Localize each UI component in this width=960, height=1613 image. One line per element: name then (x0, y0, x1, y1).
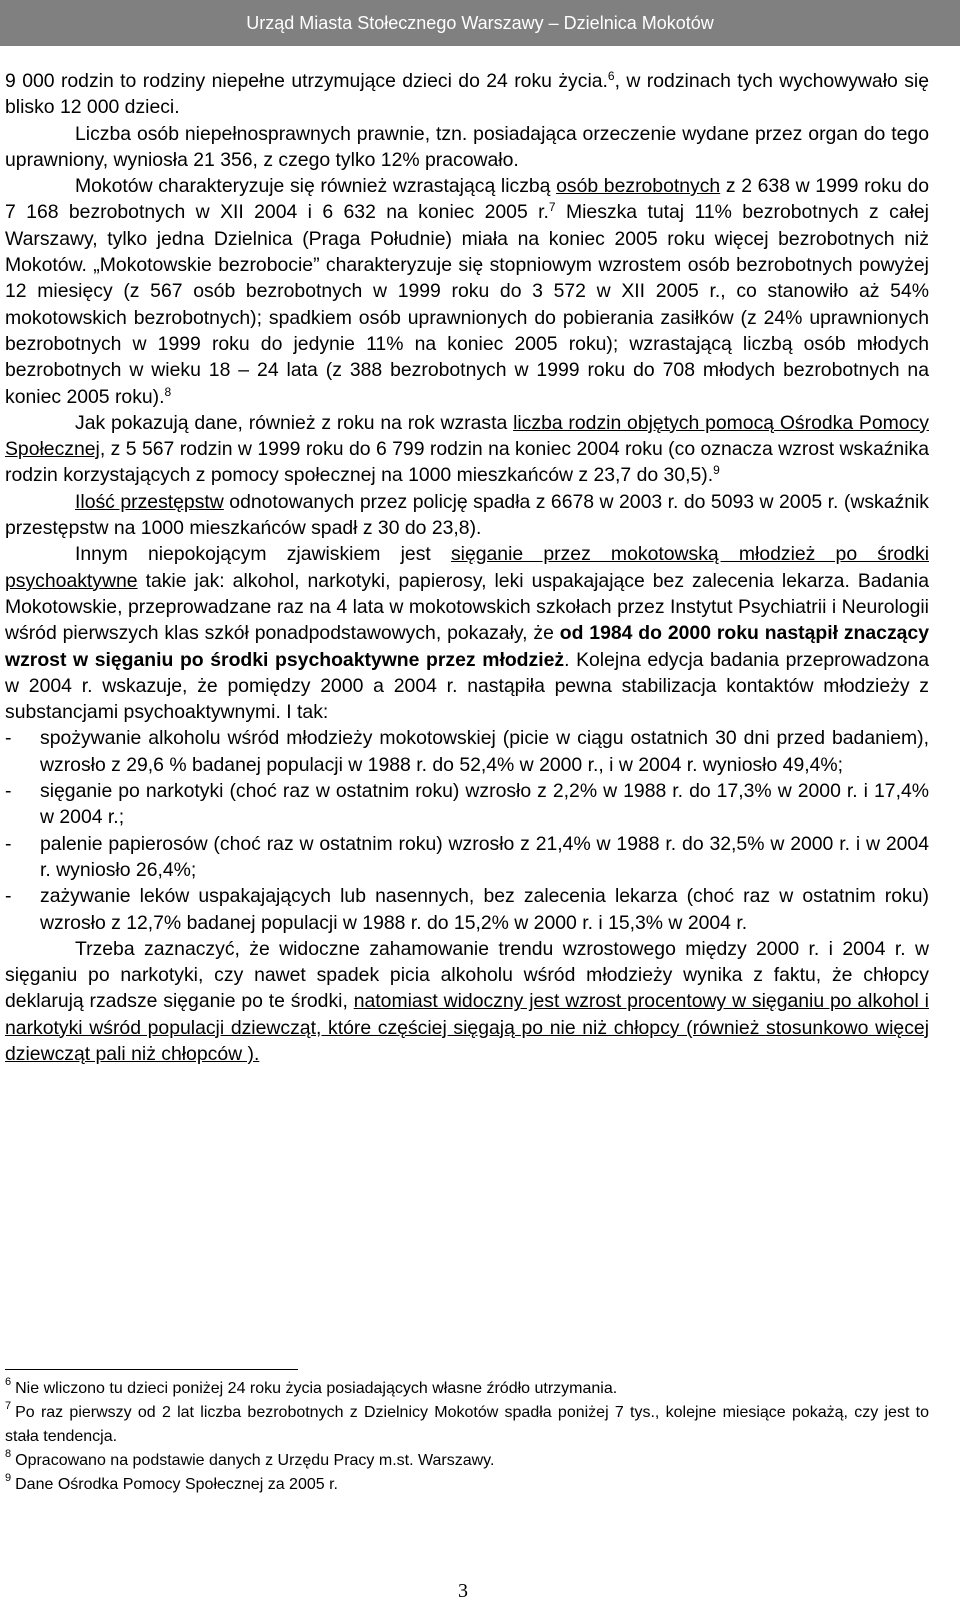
footnote-ref-8[interactable]: 8 (164, 384, 172, 399)
main-text (5, 68, 929, 1067)
footnote-ref-6[interactable]: 6 (607, 69, 615, 83)
footnote-8: $^8$ Opracowano na podstawie danych z Urzędu Pracy m.st. Warszawy. (5, 1448, 495, 1469)
list-item: - zażywanie leków uspakajających lub nasennych, bez zalecenia lekarza (choć raz w ostatnim roku) wzrosło z 12,7% badanej populacji w 1988 r. do 15,2% w 2000 r. i 15,3% w 2004 r. (5, 885, 929, 934)
paragraph-social-assistance: Jak pokazują dane, również z roku na rok wzrasta liczba rodzin objętych pomocą Ośrodka Pomocy Społecznej, z 5 567 rodzin w 1999 roku do 6 799 rodzin na koniec 2004 roku (co oznacza wzrost wskaźnika rodzin korzystających z pomocy społecznej na 1000 mieszkańców z 23,7 do 30,5).$^9$ (5, 411, 929, 487)
page-number: 3 (458, 1580, 468, 1602)
footnote-ref-7[interactable]: 7 (548, 200, 556, 215)
paragraph-disabled: Liczba osób niepełnosprawnych prawnie, tzn. posiadająca orzeczenie wydane przez organ do tego uprawniony, wyniosła 21 356, z czego tylko 12% pracowało. (5, 122, 929, 171)
list-item: - spożywanie alkoholu wśród młodzieży mokotowskiej (picie w ciągu ostatnich 30 dni przed badaniem), wzrosło z 29,6 % badanej populacji w 1988 r. do 52,4% w 2000 r., i w 2004 r. wyniosło 49,4%; (5, 727, 929, 776)
paragraph-psychoactive: Innym niepokojącym zjawiskiem jest sięganie przez mokotowską młodzież po środki psychoaktywne takie jak: alkohol, narkotyki, papierosy, leki uspakajające bez zalecenia lekarza. Badania Mokotowskie, przeprowadzane raz na 4 lata w mokotowskich szkołach przez Instytut Psychiatrii i Neurologii wśród pierwszych klas szkół ponadpodstawowych, pokazały, że od 1984 do 2000 roku nastąpił znaczący wzrost w sięganiu po środki psychoaktywne przez młodzież. Kolejna edycja badania przeprowadzona w 2004 r. wskazuje, że pomiędzy 2000 a 2004 r. nastąpiła pewna stabilizacja kontaktów młodzieży z substancjami psychoaktywnymi. I tak: (5, 543, 930, 724)
list-item: - sięganie po narkotyki (choć raz w ostatnim roku) wzrosło z 2,2% w 1988 r. do 17,3% w 2000 r. i 17,4% w 2004 r.; (5, 780, 929, 829)
paragraph-crime: Ilość przestępstw odnotowanych przez policję spadła z 6678 w 2003 r. do 5093 w 2005 r. (wskaźnik przestępstw na 1000 mieszkańców spadł z 30 do 23,8). (5, 490, 929, 540)
paragraph-single-parent-families: 9 000 rodzin to rodziny niepełne utrzymujące dzieci do 24 roku życia.$^6$, w rodzinach tych wychowywało się blisko 12 000 dzieci. (5, 69, 929, 119)
list-item: - palenie papierosów (choć raz w ostatnim roku) wzrosło z 21,4% w 1988 r. do 32,5% w 2000 r. i w 2004 r. wyniosło 26,4%; (5, 832, 929, 881)
footnotes (5, 1377, 929, 1497)
paragraph-trend: Trzeba zaznaczyć, że widoczne zahamowanie trendu wzrostowego między 2000 r. i 2004 r. w sięganiu po narkotyki, czy nawet spadek picia alkoholu wśród młodzieży wynika z faktu, że chłopcy deklarują rzadsze sięganie po te środki, natomiast widoczny jest wzrost procentowy w sięganiu po alkohol i narkotyki wśród populacji dziewcząt, które częściej sięgają po nie niż chłopcy (również stosunkowo więcej dziewcząt pali niż chłopców ). (5, 937, 929, 1065)
footnote-ref-9[interactable]: 9 (713, 463, 720, 478)
page-header (0, 0, 960, 46)
footnote-6: $^6$ Nie wliczono tu dzieci poniżej 24 roku życia posiadających własne źródło utrzymania. (5, 1376, 618, 1397)
footnote-7: $^7$ Po raz pierwszy od 2 lat liczba bezrobotnych z Dzielnicy Mokotów spadła poniżej 7 tys., kolejne miesiące pokażą, czy jest to stała tendencja. (5, 1400, 929, 1445)
footnote-9: $^9$ Dane Ośrodka Pomocy Społecznej za 2005 r. (5, 1472, 338, 1493)
header-title: Urząd Miasta Stołecznego Warszawy – Dzielnica Mokotów (246, 13, 714, 33)
paragraph-unemployment: Mokotów charakteryzuje się również wzrastającą liczbą osób bezrobotnych z 2 638 w 1999 roku do 7 168 bezrobotnych w XII 2004 i 6 632 na koniec 2005 r.$^7$ Mieszka tutaj 11% bezrobotnych z całej Warszawy, tylko jedna Dzielnica (Praga Południe) miała na koniec 2005 roku więcej bezrobotnych niż Mokotów. „Mokotowskie bezrobocie” charakteryzuje się stopniowym wzrostem osób bezrobotnych powyżej 12 miesięcy (z 567 osób bezrobotnych w 1999 roku do 3 572 w XII 2005 r., co stanowiło aż 54% mokotowskich bezrobotnych); spadkiem osób uprawnionych do pobierania zasiłków (z 24% uprawnionych bezrobotnych w 1999 roku do jedynie 11% na koniec 2005 roku); wzrastającą liczbą osób młodych bezrobotnych w wieku 18 – 24 lata (z 388 bezrobotnych w 1999 roku do 708 młodych bezrobotnych na koniec 2005 roku).$^8$ (5, 175, 929, 408)
footnote-separator (5, 1369, 298, 1370)
